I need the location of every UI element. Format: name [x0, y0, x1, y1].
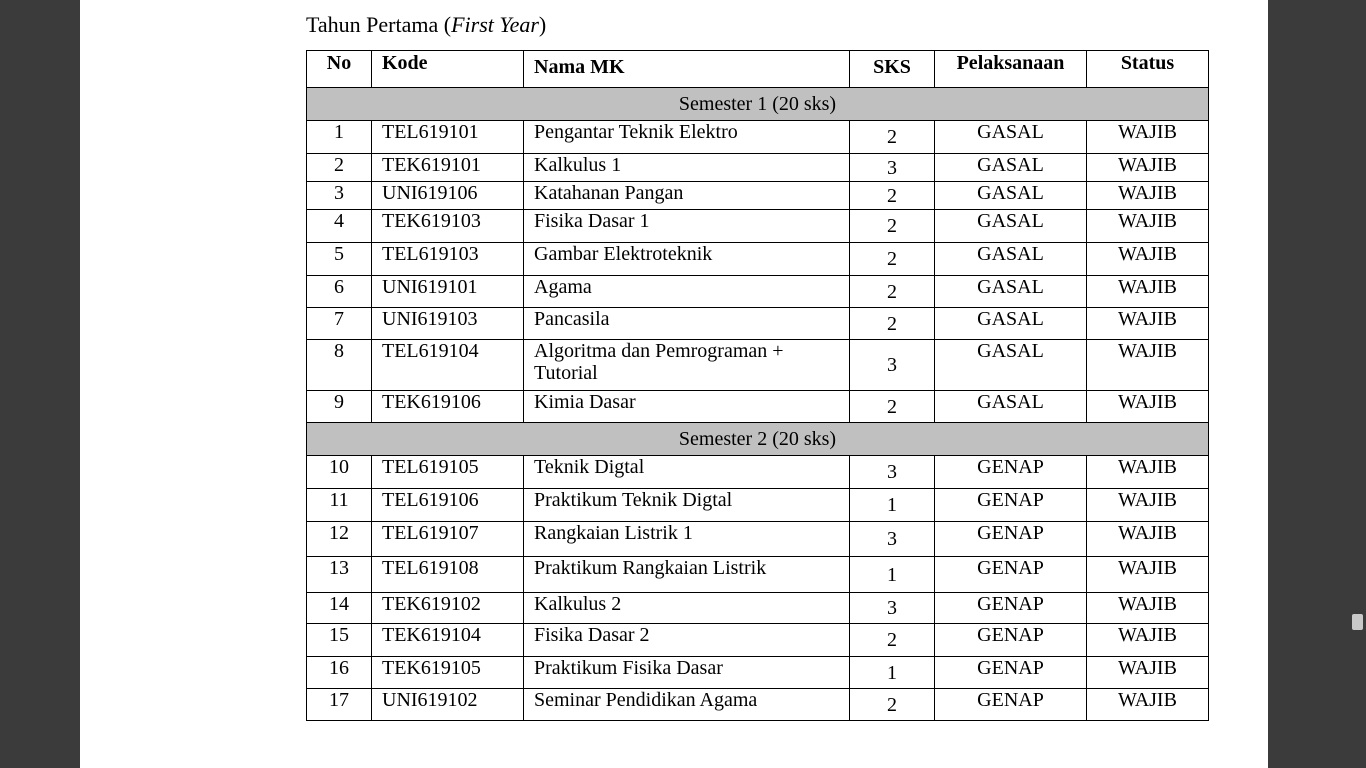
cell-no: 12	[307, 522, 372, 557]
table-row	[307, 154, 1209, 182]
cell-status: WAJIB	[1087, 489, 1209, 522]
cell-no: 5	[307, 243, 372, 276]
cell-sks: 2	[850, 391, 935, 423]
cell-kode: TEK619106	[372, 391, 524, 423]
cell-no: 2	[307, 154, 372, 182]
cell-sks: 2	[850, 243, 935, 276]
cell-pelaksanaan: GASAL	[935, 308, 1087, 340]
table-row	[307, 456, 1209, 489]
cell-sks: 3	[850, 593, 935, 624]
cell-nama: Fisika Dasar 1	[524, 210, 850, 243]
table-row	[307, 391, 1209, 423]
cell-status: WAJIB	[1087, 154, 1209, 182]
scrollbar-thumb[interactable]	[1352, 614, 1363, 630]
cell-nama: Gambar Elektroteknik	[524, 243, 850, 276]
cell-nama: Teknik Digtal	[524, 456, 850, 489]
table-row	[307, 121, 1209, 154]
cell-sks: 2	[850, 121, 935, 154]
cell-kode: TEK619104	[372, 624, 524, 657]
table-header-row	[307, 51, 1209, 88]
cell-kode: TEL619105	[372, 456, 524, 489]
cell-no: 7	[307, 308, 372, 340]
cell-sks: 1	[850, 489, 935, 522]
cell-sks: 2	[850, 210, 935, 243]
header-nama-mk: Nama MK	[524, 51, 850, 88]
cell-status: WAJIB	[1087, 689, 1209, 721]
cell-no: 15	[307, 624, 372, 657]
cell-nama: Katahanan Pangan	[524, 182, 850, 210]
cell-status: WAJIB	[1087, 624, 1209, 657]
cell-pelaksanaan: GENAP	[935, 593, 1087, 624]
cell-nama: Kalkulus 2	[524, 593, 850, 624]
cell-nama: Pengantar Teknik Elektro	[524, 121, 850, 154]
cell-nama: Praktikum Rangkaian Listrik	[524, 557, 850, 593]
table-row	[307, 182, 1209, 210]
cell-sks: 1	[850, 557, 935, 593]
cell-sks: 2	[850, 276, 935, 308]
cell-kode: UNI619106	[372, 182, 524, 210]
table-row	[307, 557, 1209, 593]
table-row	[307, 593, 1209, 624]
cell-status: WAJIB	[1087, 340, 1209, 391]
cell-kode: UNI619101	[372, 276, 524, 308]
cell-pelaksanaan: GASAL	[935, 391, 1087, 423]
heading-text: Tahun Pertama (	[306, 12, 452, 37]
cell-sks: 2	[850, 182, 935, 210]
cell-nama: Praktikum Fisika Dasar	[524, 657, 850, 689]
cell-no: 4	[307, 210, 372, 243]
header-sks: SKS	[850, 51, 935, 88]
cell-no: 10	[307, 456, 372, 489]
cell-pelaksanaan: GENAP	[935, 489, 1087, 522]
cell-sks: 3	[850, 522, 935, 557]
cell-nama: Kalkulus 1	[524, 154, 850, 182]
cell-status: WAJIB	[1087, 182, 1209, 210]
cell-kode: TEK619105	[372, 657, 524, 689]
cell-nama: Fisika Dasar 2	[524, 624, 850, 657]
cell-status: WAJIB	[1087, 391, 1209, 423]
cell-no: 17	[307, 689, 372, 721]
cell-pelaksanaan: GENAP	[935, 624, 1087, 657]
cell-pelaksanaan: GENAP	[935, 657, 1087, 689]
cell-kode: TEL619104	[372, 340, 524, 391]
cell-no: 9	[307, 391, 372, 423]
table-row	[307, 489, 1209, 522]
cell-sks: 1	[850, 657, 935, 689]
cell-kode: TEL619108	[372, 557, 524, 593]
cell-no: 8	[307, 340, 372, 391]
cell-status: WAJIB	[1087, 210, 1209, 243]
table-row	[307, 276, 1209, 308]
cell-pelaksanaan: GENAP	[935, 456, 1087, 489]
table-row	[307, 210, 1209, 243]
cell-nama: Praktikum Teknik Digtal	[524, 489, 850, 522]
cell-pelaksanaan: GENAP	[935, 557, 1087, 593]
cell-status: WAJIB	[1087, 121, 1209, 154]
section-heading	[306, 12, 546, 38]
table-row	[307, 243, 1209, 276]
cell-no: 14	[307, 593, 372, 624]
heading-close: )	[538, 12, 547, 37]
cell-status: WAJIB	[1087, 308, 1209, 340]
cell-status: WAJIB	[1087, 243, 1209, 276]
table-row	[307, 522, 1209, 557]
cell-kode: TEL619107	[372, 522, 524, 557]
cell-no: 6	[307, 276, 372, 308]
header-status: Status	[1087, 51, 1209, 88]
semester-1-label: Semester 1 (20 sks)	[307, 88, 1209, 121]
cell-nama: Pancasila	[524, 308, 850, 340]
cell-kode: UNI619102	[372, 689, 524, 721]
cell-kode: TEL619101	[372, 121, 524, 154]
cell-status: WAJIB	[1087, 593, 1209, 624]
cell-no: 1	[307, 121, 372, 154]
course-table	[306, 50, 1209, 721]
cell-nama: Kimia Dasar	[524, 391, 850, 423]
table-row	[307, 657, 1209, 689]
cell-pelaksanaan: GASAL	[935, 276, 1087, 308]
cell-pelaksanaan: GASAL	[935, 243, 1087, 276]
cell-kode: TEL619106	[372, 489, 524, 522]
header-kode: Kode	[372, 51, 524, 88]
cell-status: WAJIB	[1087, 657, 1209, 689]
cell-kode: UNI619103	[372, 308, 524, 340]
cell-sks: 2	[850, 689, 935, 721]
cell-nama: Agama	[524, 276, 850, 308]
cell-kode: TEK619103	[372, 210, 524, 243]
header-pelaksanaan: Pelaksanaan	[935, 51, 1087, 88]
table-row	[307, 689, 1209, 721]
cell-pelaksanaan: GASAL	[935, 154, 1087, 182]
cell-no: 13	[307, 557, 372, 593]
scrollbar-track[interactable]	[1350, 0, 1366, 768]
cell-no: 11	[307, 489, 372, 522]
cell-kode: TEK619102	[372, 593, 524, 624]
cell-sks: 3	[850, 456, 935, 489]
semester-1-row	[307, 88, 1209, 121]
table-body	[307, 88, 1209, 721]
header-no: No	[307, 51, 372, 88]
cell-pelaksanaan: GASAL	[935, 340, 1087, 391]
semester-2-row	[307, 423, 1209, 456]
cell-nama: Seminar Pendidikan Agama	[524, 689, 850, 721]
cell-status: WAJIB	[1087, 276, 1209, 308]
cell-no: 3	[307, 182, 372, 210]
cell-status: WAJIB	[1087, 522, 1209, 557]
cell-pelaksanaan: GENAP	[935, 522, 1087, 557]
cell-status: WAJIB	[1087, 557, 1209, 593]
cell-status: WAJIB	[1087, 456, 1209, 489]
cell-nama: Algoritma dan Pemrograman + Tutorial	[524, 340, 850, 391]
cell-pelaksanaan: GASAL	[935, 121, 1087, 154]
cell-sks: 3	[850, 340, 935, 391]
cell-kode: TEL619103	[372, 243, 524, 276]
cell-pelaksanaan: GASAL	[935, 182, 1087, 210]
cell-pelaksanaan: GASAL	[935, 210, 1087, 243]
cell-sks: 2	[850, 308, 935, 340]
heading-italic: First Year	[451, 12, 539, 37]
semester-2-label: Semester 2 (20 sks)	[307, 423, 1209, 456]
table-row	[307, 624, 1209, 657]
cell-kode: TEK619101	[372, 154, 524, 182]
cell-no: 16	[307, 657, 372, 689]
cell-sks: 3	[850, 154, 935, 182]
table-row	[307, 308, 1209, 340]
cell-pelaksanaan: GENAP	[935, 689, 1087, 721]
cell-sks: 2	[850, 624, 935, 657]
table-row	[307, 340, 1209, 391]
cell-nama: Rangkaian Listrik 1	[524, 522, 850, 557]
